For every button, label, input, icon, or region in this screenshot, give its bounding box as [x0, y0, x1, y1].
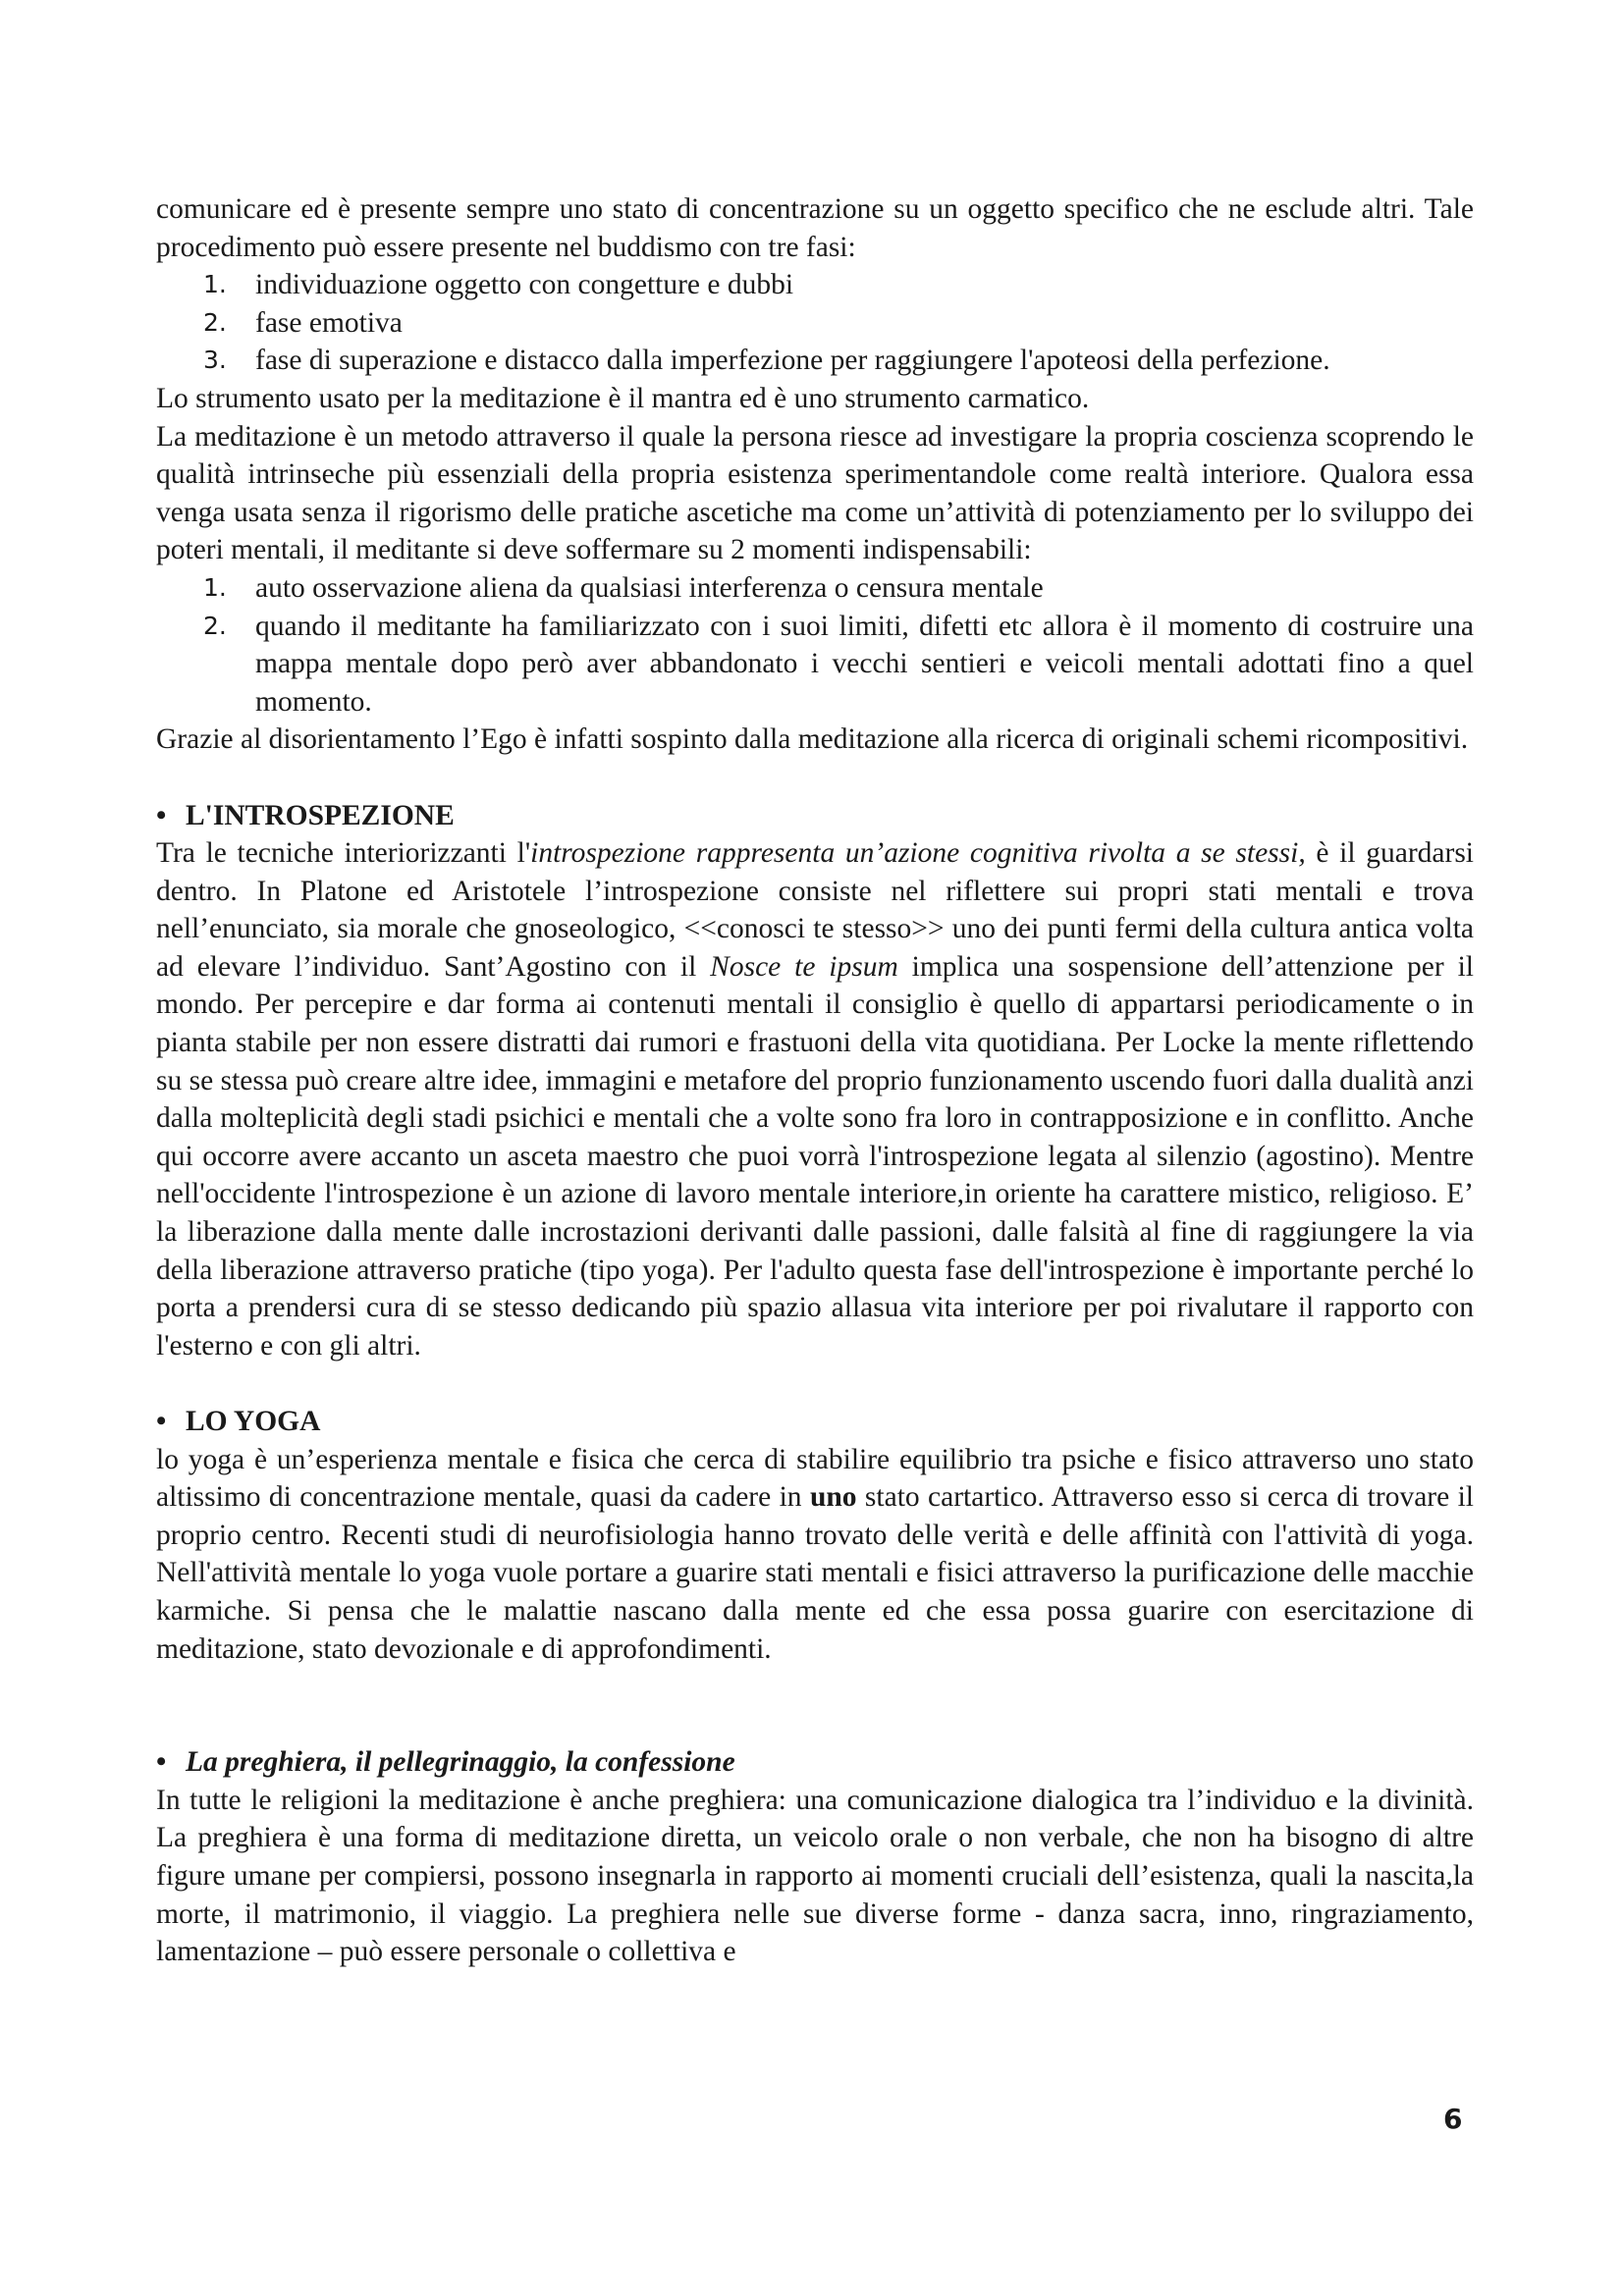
paragraph-yoga [156, 1441, 1474, 1669]
list-item-text: auto osservazione aliena da qualsiasi interferenza o censura mentale [255, 571, 1044, 604]
text-run: stato cartartico. Attraverso esso si cerca di trovare il proprio centro. Recenti studi di neurofisiologia hanno trovato delle verità e delle affinità con l'attività di yoga. Nell'attività mentale lo yoga vuole portare a guarire stati mentali e fisici attraverso la purificazione delle macchie karmiche. Si pensa che le malattie nascano dalla mente ed che essa possa guarire con esercitazione di meditazione, stato devozionale e di approfondimenti. [156, 1481, 1474, 1665]
bullet-icon: • [156, 1746, 167, 1779]
page-number: 6 [1443, 2103, 1463, 2135]
list-item [156, 266, 1474, 304]
paragraph: comunicare ed è presente sempre uno stato di concentrazione su un oggetto specifico che ne esclude altri. Tale procedimento può essere presente nel buddismo con tre fasi: [156, 193, 1474, 263]
heading-text: LO YOGA [186, 1406, 321, 1437]
section-heading-introspezione [156, 797, 1474, 835]
paragraph-introspezione [156, 834, 1474, 1364]
section-heading-preghiera [156, 1743, 1474, 1782]
list-number: 1. [203, 572, 227, 602]
list-item [156, 342, 1474, 380]
list-item-text: quando il meditante ha familiarizzato con i suoi limiti, difetti etc allora è il momento di costruire una mappa mentale dopo però aver abbandonato i vecchi sentieri e veicoli mentali adottati fino a quel momento. [255, 610, 1474, 718]
document-page [156, 190, 1474, 1971]
section-heading-yoga [156, 1403, 1474, 1441]
list-number: 2. [203, 611, 227, 640]
heading-text: L'INTROSPEZIONE [186, 799, 455, 831]
numbered-list [156, 266, 1474, 380]
list-item-text: fase di superazione e distacco dalla imperfezione per raggiungere l'apoteosi della perfezione. [255, 345, 1330, 377]
list-item-text: fase emotiva [255, 306, 403, 339]
list-item [156, 569, 1474, 608]
text-run: è il guardarsi dentro. In Platone ed Aristotele l’introspezione consiste nel riflettere sui propri stati mentali e trova nell’enunciato, sia morale che gnoseologico, <<conosci te stesso>> uno dei punti fermi della cultura antica volta ad elevare l’individuo. Sant’Agostino con il [156, 837, 1474, 983]
italic-text: Nosce te ipsum [710, 950, 898, 983]
bullet-icon: • [156, 1406, 167, 1437]
list-number: 2. [203, 307, 227, 337]
list-number: 1. [203, 270, 227, 299]
paragraph: La meditazione è un metodo attraverso il quale la persona riesce ad investigare la propria coscienza scoprendo le qualità intrinseche più essenziali della propria esistenza sperimentandole come realtà interiore. Qualora essa venga usata senza il rigorismo delle pratiche ascetiche ma come un’attività di potenziamento per lo sviluppo dei poteri mentali, il meditante si deve soffermare su 2 momenti indispensabili: [156, 420, 1474, 566]
paragraph: Lo strumento usato per la meditazione è il mantra ed è uno strumento carmatico. [156, 382, 1090, 414]
list-item [156, 608, 1474, 721]
paragraph-preghiera: In tutte le religioni la meditazione è anche preghiera: una comunicazione dialogica tra l’individuo e la divinità. La preghiera è una forma di meditazione diretta, un veicolo orale o non verbale, che non ha bisogno di altre figure umane per compiersi, possono insegnarla in rapporto ai momenti cruciali dell’esistenza, quali la nascita,la morte, il matrimonio, il viaggio. La preghiera nelle sue diverse forme - danza sacra, inno, ringraziamento, lamentazione – può essere personale o collettiva e [156, 1784, 1474, 1968]
paragraph: Grazie al disorientamento l’Ego è infatti sospinto dalla meditazione alla ricerca di originali schemi ricompositivi. [156, 723, 1469, 756]
text-run: lo yoga è un’esperienza mentale e fisica che cerca di stabilire equilibrio tra psiche e fisico attraverso uno stato altissimo di concentrazione mentale, quasi da cadere in [156, 1443, 1474, 1514]
italic-text: introspezione rappresenta un’azione cognitiva rivolta a se stessi, [530, 837, 1306, 870]
bullet-icon: • [156, 799, 167, 831]
text-run: Tra le tecniche interiorizzanti l' [156, 837, 531, 870]
numbered-list [156, 569, 1474, 721]
bold-text: uno [809, 1481, 857, 1514]
list-item-text: individuazione oggetto con congetture e dubbi [255, 269, 794, 301]
text-run: implica una sospensione dell’attenzione per il mondo. Per percepire e dar forma ai contenuti mentali il consiglio è quello di appartarsi periodicamente o in pianta stabile per non essere distratti dai rumori e frastuoni della vita quotidiana. Per Locke la mente riflettendo su se stessa può creare altre idee, immagini e metafore del proprio funzionamento uscendo fuori dalla dualità anzi dalla molteplicità degli stadi psichici e mentali che a volte sono fra loro in contrapposizione e in conflitto. Anche qui occorre avere accanto un asceta maestro che puoi vorrà l'introspezione legata al silenzio (agostino). Mentre nell'occidente l'introspezione è un azione di lavoro mentale interiore,in oriente ha carattere mistico, religioso. E’ la liberazione dalla mente dalle incrostazioni derivanti dalle passioni, dalle falsità al fine di raggiungere la via della liberazione attraverso pratiche (tipo yoga). Per l'adulto questa fase dell'introspezione è importante perché lo porta a prendersi cura di se stesso dedicando più spazio allasua vita interiore per poi rivalutare il rapporto con l'esterno e con gli altri. [156, 950, 1474, 1362]
list-item [156, 304, 1474, 343]
list-number: 3. [203, 346, 227, 375]
heading-text: La preghiera, il pellegrinaggio, la confessione [186, 1746, 735, 1779]
